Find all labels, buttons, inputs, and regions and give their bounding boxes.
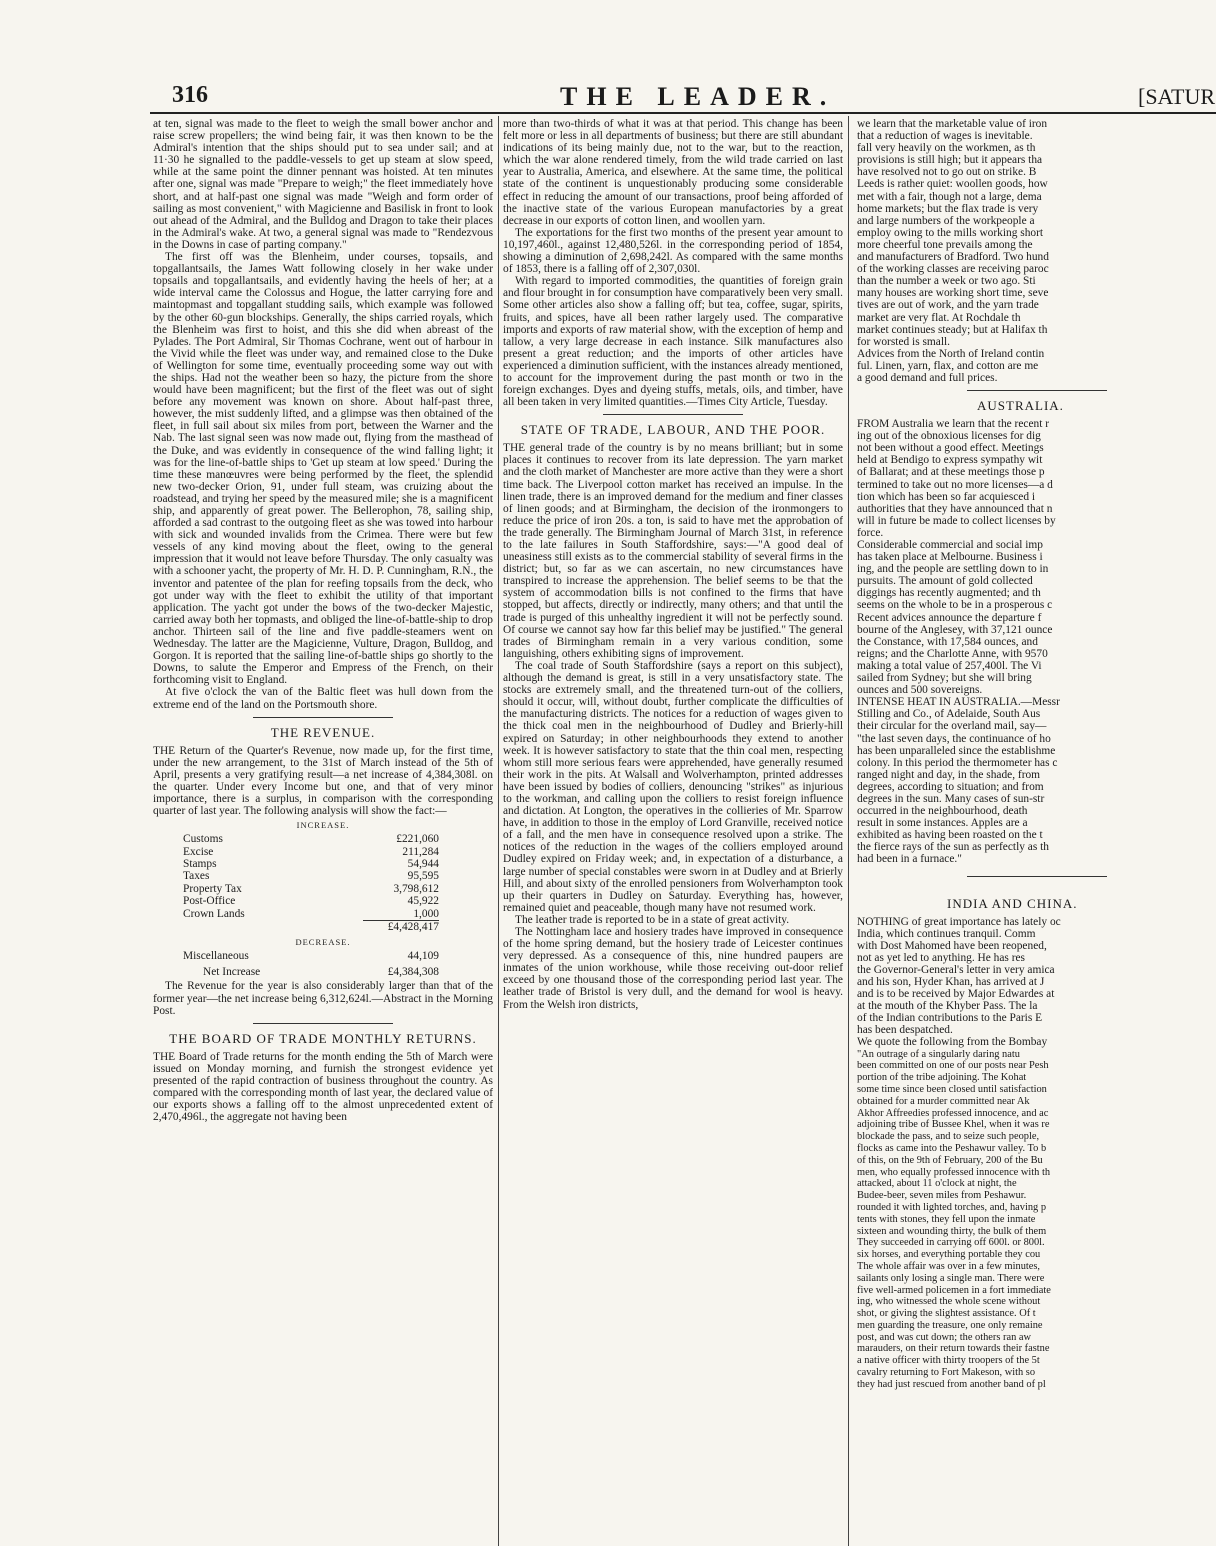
article-paragraph: The leather trade is reported to be in a state of great activity.: [515, 913, 790, 926]
table-row: Customs £221,060: [183, 833, 439, 846]
article-paragraph: The exportations for the first two months of the present year amount to 10,197,460l., against 12,480,526l. in the corresponding period of 1854, showing a diminution of 2,698,242l. As compared with the same months of 1853, there is a falling off of 2,307,030l.: [503, 226, 843, 276]
article-paragraph: The first off was the Blenheim, under courses, topsails, and topgallantsails, the James Watt following closely in her wake under topsails and topgallantsails, and evidently having the heels of her; at a wide interval came the Colossus and Hogue, the latter carrying fore and maintopmast and topgallant studding sails, which example was followed by the other 60-gun blockships. Generally, the ships carried royals, which the Blenheim was first to hoist, and this she did when abreast of the Pylades. The Port Admiral, Sir Thomas Cochrane, went out of harbour in the Vivid while the fleet was under way, and remained close to the Duke of Wellington for some time, eventually proceeding some way out with the ships. Had not the weather been so hazy, the picture from the shore would have been magnificent; but the first of the fleet was out of sight before any movement was known on shore. About half-past three, however, the mist suddenly lifted, and a glimpse was then obtained of the fleet, in full sail about six miles from port, between the Warner and the Nab. The last signal seen was now made out, flying from the masthead of the Duke, and was evidently in consequence of the wind falling light; it was for the line-of-battle ships to 'Get up steam at low speed.' During the time these manœuvres were being performed by the fleet, the splendid new two-decker Orion, 91, under full steam, was cruizing about the roadstead, and trying her speed by the measured mile; she is a magnificent ship, and apparently of great power. The Bellerophon, 78, sailing ship, afforded a sad contrast to the outgoing fleet as she was towed into harbour with sick and wounded invalids from the Crimea. There were but few vessels of any kind moving about the fleet, owing to the general impression that it would not leave before Thursday. The only casualty was with a schooner yacht, the property of Mr. H. D. P. Cunningham, R.N., the inventor and patentee of the plan for reefing topsails from the deck, who got under way with the fleet to exhibit the utility of that important application. The yacht got under the bows of the two-decker Majestic, carried away both her topmasts, and obliged the line-of-battle-ship to drop anchor. Thirteen sail of the line and five paddle-steamers went on Wednesday. The latter are the Magicienne, Vulture, Dragon, Bulldog, and Gorgon. It is reported that the sailing line-of-battle ships go shortly to the Downs, to salute the Emperor and Empress of the French, on their forthcoming visit to England.: [153, 251, 493, 687]
text-line: force.: [857, 526, 884, 539]
section-heading-india-china: INDIA AND CHINA.: [947, 895, 1078, 911]
dateline: [SATUR: [1138, 84, 1216, 109]
table-row: Miscellaneous 44,109: [183, 949, 439, 962]
text-line: We quote the following from the Bombay: [857, 1036, 1048, 1049]
text-line: Akhor Affreedies professed innocence, and ac: [857, 1107, 1049, 1119]
article-paragraph: THE Return of the Quarter's Revenue, now made up, for the first time, under the new arrangement, to the 31st of March instead of the 5th of April, presents a very gratifying result—a net increase of 4,384,308l. on the quarter. Under every Income but one, and that of very minor importance, there is a surplus, in comparison with the corresponding quarter of last year. The following analysis will show the fact:—: [153, 744, 493, 818]
section-rule: [253, 1023, 393, 1024]
quoted-text-block: [857, 1049, 1216, 1391]
text-line: the Constance, with 17,584 ounces, and: [857, 635, 1038, 648]
text-line: result in some instances. Apples are a: [857, 817, 1028, 830]
text-line: Leeds is rather quiet: woollen goods, how: [857, 178, 1048, 191]
text-line: at the mouth of the Khyber Pass. The la: [857, 1000, 1038, 1013]
text-line: six horses, and everything portable they cou: [857, 1249, 1041, 1261]
text-line: "the last seven days, the continuance of ho: [857, 732, 1051, 745]
section-rule: [967, 390, 1107, 391]
text-line: the Governor-General's letter in very amica: [857, 963, 1055, 976]
text-line: a good demand and full prices.: [857, 371, 998, 384]
text-line: They succeeded in carrying off 600l. or 800l.: [857, 1237, 1045, 1249]
text-line: of Ballarat; and at these meetings those p: [857, 466, 1045, 479]
text-line: not as yet led to anything. He has res: [857, 951, 1025, 964]
text-line: men, who equally professed innocence with th: [857, 1166, 1051, 1178]
text-line: ful. Linen, yarn, flax, and cotton are me: [857, 359, 1039, 372]
column-divider: [498, 116, 499, 1546]
section-heading-trade: STATE OF TRADE, LABOUR, AND THE POOR.: [520, 422, 826, 438]
section-rule: [603, 414, 743, 415]
text-line: post, and was cut down; the others ran aw: [857, 1331, 1032, 1343]
text-line: and manufacturers of Bradford. Two hund: [857, 251, 1049, 264]
section-heading-revenue: THE REVENUE.: [270, 724, 376, 740]
text-line: exhibited as having been roasted on the t: [857, 829, 1043, 842]
text-line: many houses are working short time, seve: [857, 287, 1049, 300]
section-heading-board-of-trade: THE BOARD OF TRADE MONTHLY RETURNS.: [169, 1030, 477, 1046]
text-line: shot, or giving the slightest assistance. Of t: [857, 1308, 1036, 1320]
text-line: met with a fair, though not a large, dema: [857, 190, 1042, 203]
text-line: with Dost Mahomed have been reopened,: [857, 939, 1047, 952]
text-line: market continues steady; but at Halifax th: [857, 323, 1048, 336]
text-line: ounces and 500 sovereigns.: [857, 684, 983, 697]
text-line: and large numbers of the workpeople a: [857, 214, 1035, 227]
article-paragraph: THE Board of Trade returns for the month ending the 5th of March were issued on Monday morning, and furnish the strongest evidence yet presented of the rapid contraction of business throughout the country. As compared with the corresponding month of last year, the declared value of our exports shows a falling off to the almost unprecedented extent of 2,470,496l., the aggregate not having been: [153, 1050, 493, 1124]
text-line: their circular for the overland mail, say—: [857, 720, 1047, 733]
table-row: Excise 211,284: [183, 845, 439, 858]
text-line: more cheerful tone prevails among the: [857, 238, 1033, 251]
section-heading-australia: AUSTRALIA.: [977, 398, 1064, 414]
text-line: held at Bendigo to express sympathy wit: [857, 454, 1043, 467]
text-line: have resolved not to go out on strike. B: [857, 166, 1037, 179]
text-line: Advices from the North of Ireland contin: [857, 347, 1045, 360]
article-paragraph: The Nottingham lace and hosiery trades have improved in consequence of the home spring demand, but the hosiery trade of Leicester continues very depressed. As a consequence of this, nine hundred paupers are inmates of the union workhouse, while those receiving out-door relief exceed by one thousand those of the corresponding period last year. The leather trade of Bristol is very dull, and the demand for wool is heavy. From the Welsh iron districts,: [503, 926, 843, 1011]
text-line: attacked, about 11 o'clock at night, the: [857, 1178, 1017, 1190]
text-line: tents with stones, they fell upon the inmate: [857, 1213, 1036, 1225]
table-total: £4,428,417: [363, 920, 439, 933]
text-line: NOTHING of great importance has lately oc: [857, 915, 1061, 928]
text-line: bourne of the Anglesey, with 37,121 ounce: [857, 623, 1053, 636]
page-number: 316: [172, 82, 208, 108]
text-line: of the working classes are receiving paroc: [857, 263, 1049, 276]
text-line: portion of the tribe adjoining. The Kohat: [857, 1072, 1027, 1084]
text-line: a native officer with thirty troopers of the 5t: [857, 1355, 1040, 1367]
text-line: colony. In this period the thermometer has c: [857, 756, 1058, 769]
text-line: authorities that they have announced that n: [857, 502, 1053, 515]
text-line: will in future be made to collect licenses by: [857, 514, 1056, 527]
table-row: Stamps 54,944: [183, 858, 439, 871]
text-line: ing, and the people are settling down to in: [857, 563, 1049, 576]
article-paragraph: at ten, signal was made to the fleet to weigh the small bower anchor and raise screw propellers; the wind being fair, it was then known to be the Admiral's intention that the ships should put to sea under sail; and at 11·30 he signalled to the paddle-vessels to get up steam at slow speed, while at the same point the dinner pennant was hoisted. At ten minutes after one, signal was made "Prepare to weigh;" the fleet immediately hove short, and at half-past one signal was made "Weigh and form order of sailing as most convenient," with Magicienne and Basilisk in front to look out ahead of the Admiral, and the Bulldog and Dragon to take their places in the Admiral's wake. At two, a general signal was made to "Rendezvous in the Downs in case of parting company.": [153, 118, 493, 251]
revenue-table-decrease: [183, 950, 439, 979]
text-line: men guarding the treasure, one only remaine: [857, 1319, 1043, 1331]
column-divider: [848, 116, 849, 1546]
text-line: not been without a good effect. Meetings: [857, 442, 1044, 455]
text-line: sailants only losing a single man. There were: [857, 1272, 1045, 1284]
column-3: [857, 118, 1216, 1543]
text-line: ing, who witnessed the whole scene without: [857, 1296, 1041, 1308]
text-line: some time since been closed until satisfaction: [857, 1083, 1047, 1095]
text-line: has been despatched.: [857, 1024, 953, 1037]
column-2: [503, 118, 843, 1543]
text-line: making a total value of 257,400l. The Vi: [857, 659, 1042, 672]
text-line: occurred in the neighbourhood, death: [857, 805, 1028, 818]
text-line: of this, on the 9th of February, 200 of the Bu: [857, 1154, 1043, 1166]
text-line: termined to take out no more licenses—a d: [857, 478, 1053, 491]
section-rule: [967, 876, 1107, 877]
table-label-increase: INCREASE.: [296, 820, 350, 831]
text-line: reigns; and the Charlotte Anne, with 9570: [857, 647, 1048, 660]
text-line: the fierce rays of the sun as perfectly as th: [857, 841, 1049, 854]
text-line: The whole affair was over in a few minutes,: [857, 1260, 1041, 1272]
text-line: that a reduction of wages is inevitable.: [857, 130, 1033, 143]
text-line: blockade the pass, and to seize such people,: [857, 1131, 1040, 1143]
text-line: has been unparalleled since the establishme: [857, 744, 1056, 757]
text-line: marauders, on their return towards their fastne: [857, 1343, 1050, 1355]
table-row-net: Net Increase £4,384,308: [203, 966, 439, 978]
text-line: "An outrage of a singularly daring natu: [857, 1048, 1020, 1060]
text-line: pursuits. The amount of gold collected: [857, 575, 1033, 588]
revenue-table: [183, 833, 439, 933]
article-paragraph: more than two-thirds of what it was at that period. This change has been felt more or less in all departments of business; but there are still abundant indications of its being mainly due, not to the war, but to the reaction, which the war alone rendered timely, from the wild trade carried on last year to Australia, America, and elsewhere. At the same time, the political state of the continent is unquestionably producing some considerable effect in reducing the amount of our transactions, proof being afforded of the inactive state of the various European manufactories by a great decrease in our exports of cotton linen, and woollen yarn.: [503, 118, 843, 227]
text-block: [857, 916, 1216, 1049]
text-line: degrees in the sun. Many cases of sun-str: [857, 792, 1045, 805]
table-row: Post-Office 45,922: [183, 895, 439, 908]
table-row: Crown Lands 1,000: [183, 907, 439, 920]
table-label-decrease: DECREASE.: [295, 936, 351, 947]
section-rule: [253, 717, 393, 718]
text-line: obtained for a murder committed near Ak: [857, 1095, 1030, 1107]
text-line: of the Indian contributions to the Paris E: [857, 1012, 1043, 1025]
text-line: cavalry returning to Fort Makeson, with so: [857, 1367, 1036, 1379]
text-line: tion which has been so far acquiesced i: [857, 490, 1036, 503]
article-paragraph: At five o'clock the van of the Baltic fleet was hull down from the extreme end of the land on the Portsmouth shore.: [153, 686, 493, 711]
text-line: diggings has recently augmented; and th: [857, 587, 1041, 600]
text-line: sailed from Sydney; but she will bring: [857, 672, 1032, 685]
text-block: [857, 418, 1216, 865]
text-line: degrees, according to situation; and from: [857, 780, 1044, 793]
page-header: [0, 82, 1216, 112]
text-line: market are very flat. At Rochdale th: [857, 311, 1021, 324]
text-line: we learn that the marketable value of iron: [857, 118, 1048, 130]
text-line: had been in a furnace.": [857, 853, 962, 866]
article-paragraph: The coal trade of South Staffordshire (says a report on this subject), although the demand is great, is still in a very unsatisfactory state. The stocks are extremely small, and the threatened turn-out of the colliers, should it occur, will, without doubt, further complicate the difficulties of the manufacturing districts. The notices for a reduction of wages given to the thick coal men in the neighbourhood of Dudley and Brierly-hill expired on Saturday; in other neighbourhoods they extend to another week. It is however satisfactory to state that the thin coal men, respecting whom still more serious fears were apprehended, have generally resumed their work in the pits. At Walsall and Wolverhampton, printed addresses have been issued by bodies of colliers, denouncing "strikes" as injurious to the workman, and calling upon the colliers to resist foreign influence and dictation. At Longton, the operatives in the collieries of Mr. Sparrow have, in addition to those in the employ of Lord Granville, received notice of a fall, and the men have in consequence resolved upon a strike. The notices of the reduction in the wages of the colliers employed around Dudley expired on Friday week; and, in expectation of a disturbance, a large number of special constables were sworn in at Dudley and at Brierly Hill, and about sixty of the enrolled pensioners from Wolverhampton took up their quarters in Dudley on Saturday. Everything has, however, remained quiet and peaceable, though many have not resumed work.: [503, 659, 843, 914]
text-line: seems on the whole to be in a prosperous c: [857, 599, 1053, 612]
text-line: home markets; but the flax trade is very: [857, 202, 1039, 215]
text-line: has taken place at Melbourne. Business i: [857, 551, 1043, 564]
text-line: and is to be received by Major Edwardes at: [857, 988, 1055, 1001]
text-line: ranged night and day, in the shade, from: [857, 768, 1041, 781]
text-block: [857, 118, 1216, 384]
text-line: Considerable commercial and social imp: [857, 539, 1043, 551]
text-line: five well-armed policemen in a fort immediate: [857, 1284, 1051, 1296]
table-row: Property Tax 3,798,612: [183, 882, 439, 895]
text-line: and his son, Hyder Khan, has arrived at J: [857, 976, 1045, 988]
text-line: than the number a week or two ago. Sti: [857, 275, 1036, 288]
text-line: ing out of the obnoxious licenses for dig: [857, 430, 1041, 443]
text-line: Budee-beer, seven miles from Peshawur.: [857, 1190, 1027, 1202]
text-line: been committed on one of our posts near Pesh: [857, 1060, 1049, 1072]
text-line: provisions is still high; but it appears tha: [857, 154, 1043, 167]
text-line: INTENSE HEAT IN AUSTRALIA.—Messr: [857, 696, 1060, 709]
text-line: sixteen and wounding thirty, the bulk of them: [857, 1225, 1047, 1237]
text-line: they had just rescued from another band of pl: [857, 1378, 1046, 1390]
text-line: Stilling and Co., of Adelaide, South Aus: [857, 708, 1041, 721]
text-line: fall very heavily on the workmen, as th: [857, 142, 1036, 155]
text-line: tives are out of work, and the yarn trade: [857, 299, 1039, 312]
article-paragraph: With regard to imported commodities, the quantities of foreign grain and flour brought in for consumption have comparatively been very small. Some other articles also show a falling off; but tea, coffee, sugar, spirits, fruits, and spices, have all been rather largely used. The comparative imports and exports of raw material show, with the exception of hemp and tallow, a very large decrease in each instance. Silk manufactures also present a great reduction; and the imports of other articles have experienced a diminution sufficient, with the instances already mentioned, to account for the improvement during the past month or two in the foreign exchanges. Dyes and dyeing stuffs, metals, oils, and timber, have all been taken in very limited quantities.—Times City Article, Tuesday.: [503, 275, 843, 409]
text-line: adjoining tribe of Bussee Khel, when it was re: [857, 1119, 1050, 1131]
article-paragraph: THE general trade of the country is by no means brilliant; but in some places it continues to recover from its late depression. The yarn market and the cloth market of Manchester are more active than they were a short time back. The Liverpool cotton market has received an impulse. In the linen trade, there is an improved demand for the medium and finer classes of linen goods; and at Birmingham, the decision of the ironmongers to reduce the price of iron 20s. a ton, is said to have met the approbation of the trade generally. The Birmingham Journal of March 31st, in reference to the late failures in South Staffordshire, says:—"A good deal of uneasiness still exists as to the commercial stability of several firms in the district; but, so far as we can ascertain, no new circumstances have transpired to increase the apprehension. The belief seems to be that the system of accommodation bills is not confined to the firms that have stopped, but affects, directly or indirectly, many others; and that until the trade is purged of this unhealthy ingredient it will not be perfectly sound. Of course we cannot say how far this belief may be justified." The general trades of Birmingham remain in a very various condition, some languishing, others exhibiting signs of improvement.: [503, 442, 843, 660]
text-line: flocks as came into the Peshawur valley. To b: [857, 1142, 1047, 1154]
text-line: rounded it with lighted torches, and, having p: [857, 1201, 1047, 1213]
header-rule: [150, 112, 1216, 114]
text-line: FROM Australia we learn that the recent r: [857, 418, 1049, 431]
table-row: Taxes 95,595: [183, 870, 439, 883]
column-1: [153, 118, 493, 1543]
text-line: India, which continues tranquil. Comm: [857, 927, 1036, 940]
article-paragraph: The Revenue for the year is also considerably larger than that of the former year—the net increase being 6,312,624l.—Abstract in the Morning Post.: [153, 980, 493, 1017]
masthead-title: THE LEADER.: [560, 82, 836, 111]
text-line: employ owing to the mills working short: [857, 226, 1044, 239]
text-line: for worsted is small.: [857, 335, 951, 348]
text-line: Recent advices announce the departure f: [857, 611, 1042, 624]
